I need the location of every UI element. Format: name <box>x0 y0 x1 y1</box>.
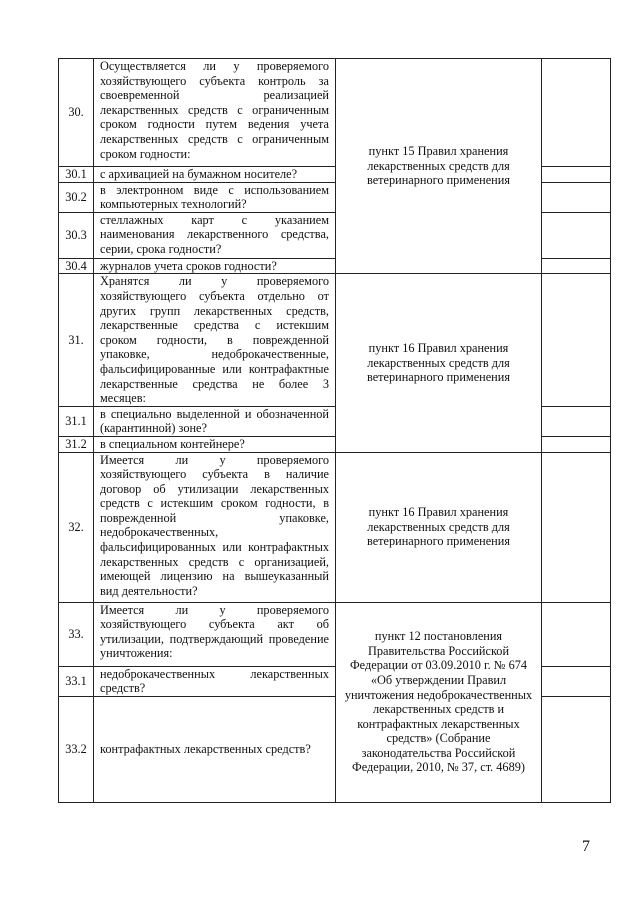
item-number: 30.4 <box>59 258 94 274</box>
item-question: стеллажных карт с указанием наименования лекарственного средства, серии, срока годности? <box>94 212 336 258</box>
answer-cell[interactable] <box>542 212 611 258</box>
item-number: 33.2 <box>59 696 94 802</box>
item-question: контрафактных лекарственных средств? <box>94 696 336 802</box>
legal-reference: пункт 15 Правил хранения лекарственных средств для ветеринарного применения <box>336 59 542 274</box>
item-number: 31. <box>59 274 94 406</box>
answer-cell[interactable] <box>542 666 611 696</box>
table-row <box>59 274 611 406</box>
item-number: 30.1 <box>59 167 94 183</box>
checklist-table <box>58 58 611 803</box>
item-number: 30.3 <box>59 212 94 258</box>
answer-cell[interactable] <box>542 436 611 452</box>
item-question: Имеется ли у проверяемого хозяйствующего субъекта акт об утилизации, подтверждающий проведение уничтожения: <box>94 602 336 666</box>
item-question: Осуществляется ли у проверяемого хозяйствующего субъекта контроль за своевременной реализацией лекарственных средств с ограниченным сроком годности путем ведения учета лекарственных средств с ограниченным сроком годности: <box>94 59 336 167</box>
item-number: 33. <box>59 602 94 666</box>
item-number: 30.2 <box>59 182 94 212</box>
answer-cell[interactable] <box>542 452 611 602</box>
item-question: Хранятся ли у проверяемого хозяйствующего субъекта отдельно от других групп лекарственных средств, лекарственные средства с истекшим сроком годности, в поврежденной упаковке, недоброкачественные, фальсифицированные или контрафактные лекарственные средства не более 3 месяцев: <box>94 274 336 406</box>
answer-cell[interactable] <box>542 602 611 666</box>
legal-reference: пункт 16 Правил хранения лекарственных средств для ветеринарного применения <box>336 452 542 602</box>
item-number: 30. <box>59 59 94 167</box>
item-question: в специальном контейнере? <box>94 436 336 452</box>
answer-cell[interactable] <box>542 258 611 274</box>
item-number: 32. <box>59 452 94 602</box>
page-number: 7 <box>582 838 590 855</box>
legal-reference: пункт 16 Правил хранения лекарственных средств для ветеринарного применения <box>336 274 542 452</box>
item-question: журналов учета сроков годности? <box>94 258 336 274</box>
answer-cell[interactable] <box>542 182 611 212</box>
item-number: 33.1 <box>59 666 94 696</box>
item-question: в электронном виде с использованием компьютерных технологий? <box>94 182 336 212</box>
table-row <box>59 602 611 666</box>
item-number: 31.2 <box>59 436 94 452</box>
legal-reference: пункт 12 постановления Правительства Российской Федерации от 03.09.2010 г. № 674 «Об утверждении Правил уничтожения недоброкачественных лекарственных средств и контрафактных лекарственных средств» (Собрание законодательства Российской Федерации, 2010, № 37, ст. 4689) <box>336 602 542 802</box>
item-question: недоброкачественных лекарственных средств? <box>94 666 336 696</box>
table-row <box>59 59 611 167</box>
item-number: 31.1 <box>59 406 94 436</box>
item-question: в специально выделенной и обозначенной (карантинной) зоне? <box>94 406 336 436</box>
answer-cell[interactable] <box>542 406 611 436</box>
item-question: с архивацией на бумажном носителе? <box>94 167 336 183</box>
item-question: Имеется ли у проверяемого хозяйствующего субъекта в наличие договор об утилизации лекарственных средств с истекшим сроком годности, в поврежденной упаковке, недоброкачественных, фальсифицированных или контрафактных лекарственных средств с организацией, имеющей лицензию на вышеуказанный вид деятельности? <box>94 452 336 602</box>
answer-cell[interactable] <box>542 167 611 183</box>
answer-cell[interactable] <box>542 59 611 167</box>
answer-cell[interactable] <box>542 274 611 406</box>
table-row <box>59 452 611 602</box>
answer-cell[interactable] <box>542 696 611 802</box>
